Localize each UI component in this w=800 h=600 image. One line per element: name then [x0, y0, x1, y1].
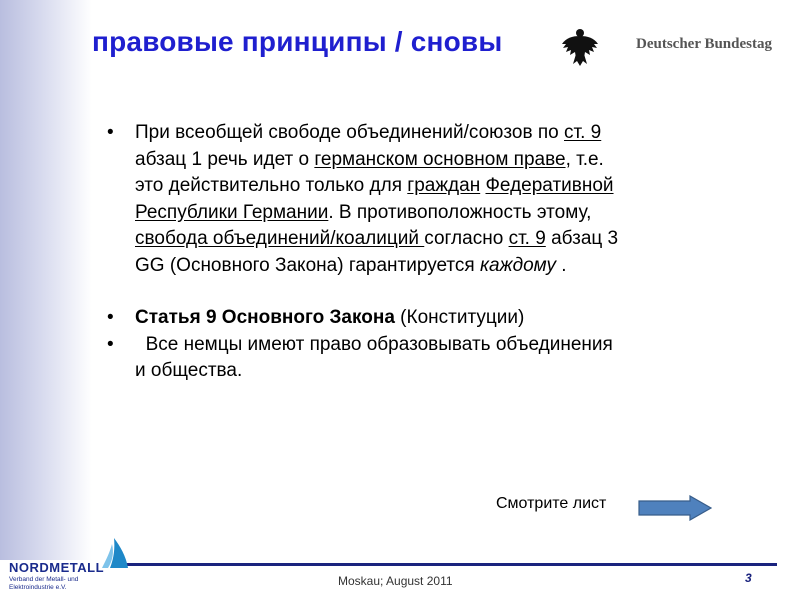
italic-text: каждому [479, 254, 556, 276]
bold-text: Статья 9 Основного Закона [135, 307, 395, 328]
underlined-text: Федеративной Республики Германии [135, 175, 614, 223]
underlined-text: ст. 9 [564, 122, 602, 143]
underlined-text: ст. 9 [508, 228, 546, 249]
text-segment: абзац 1 речь идет о [135, 148, 315, 170]
nordmetall-sail-icon [100, 538, 130, 574]
bullet-article-9 [107, 305, 627, 332]
federal-eagle-icon [558, 24, 602, 68]
underlined-text: свобода объединений/коалиций [135, 228, 425, 249]
footer-divider [112, 563, 777, 566]
text-segment: согласно [424, 228, 509, 249]
slide-content [107, 120, 627, 385]
footer-date: Moskau; August 2011 [338, 574, 453, 588]
text-segment: При всеобщей свободе объединений/союзов по [135, 122, 565, 143]
slide-title: правовые принципы / сновы [92, 26, 503, 57]
arrow-right-icon[interactable] [638, 495, 712, 521]
text-segment: (Конституции) [394, 307, 525, 328]
logo-subtitle: Verband der Metall- und Elektroindustrie e.V. [9, 576, 79, 591]
bullet-freedom-of-association [107, 120, 627, 279]
spacer [107, 279, 627, 305]
bundestag-brand: Deutscher Bundestag [636, 36, 772, 52]
bullet-all-germans [107, 332, 627, 385]
text-segment: . [555, 254, 567, 276]
see-sheet-label: Смотрите лист [496, 495, 607, 512]
logo-name: NORDMETALL [9, 560, 105, 575]
side-gradient [0, 0, 92, 560]
text-segment: Все немцы имеют право образовывать объединения и общества. [135, 333, 619, 381]
page-number: 3 [745, 571, 752, 585]
underlined-text: германском основном праве [314, 148, 566, 170]
text-segment: абзац 3 GG (Основного Закона) гарантируется [135, 228, 619, 276]
text-segment: . В противоположность этому, [328, 201, 592, 223]
text-segment: , т.е. это действительно только для [135, 148, 604, 196]
underlined-text: граждан [407, 175, 481, 196]
